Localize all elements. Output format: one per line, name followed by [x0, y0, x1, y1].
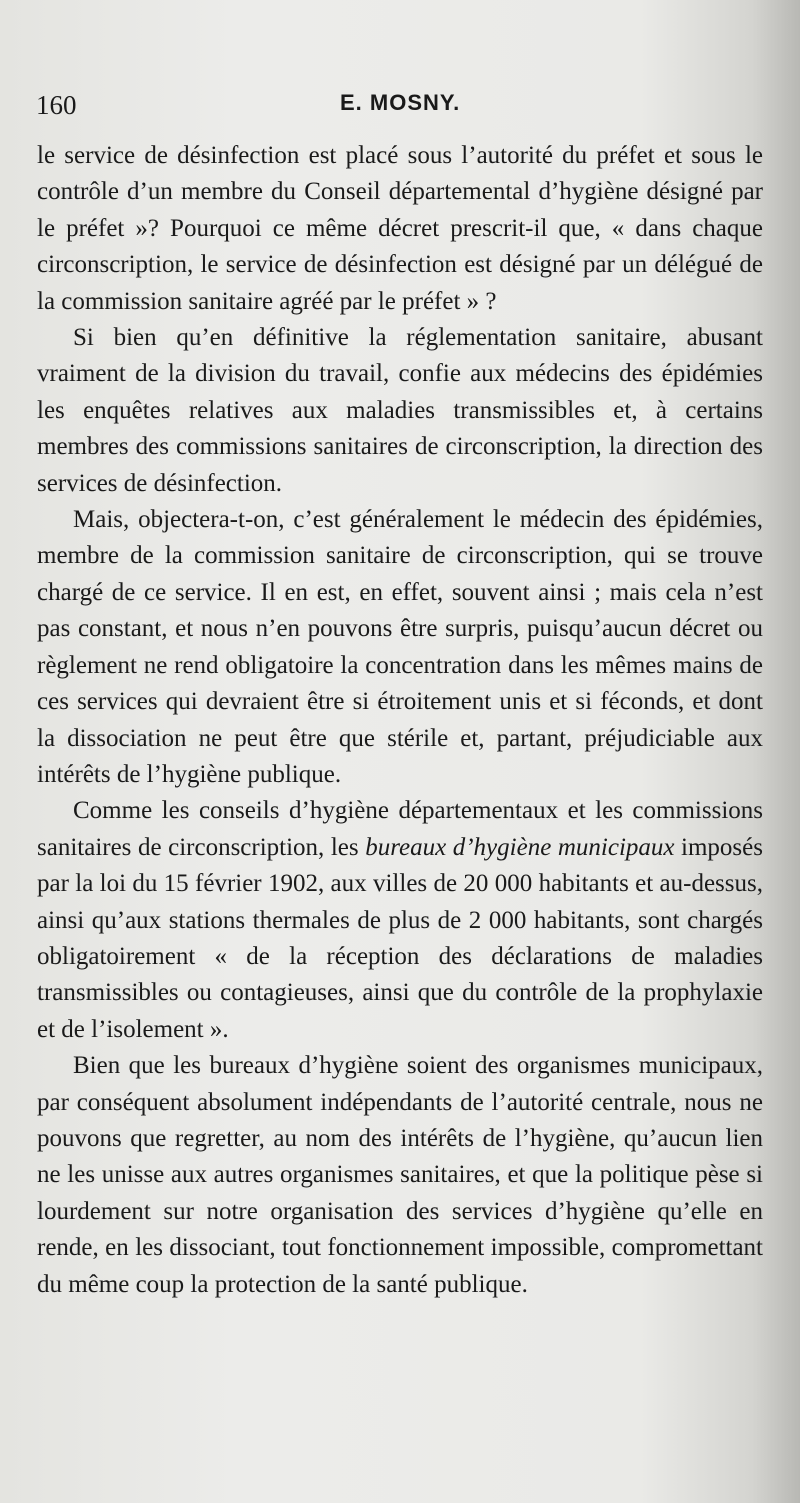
paragraph-4: [37, 793, 763, 1048]
paragraph-3: Mais, objectera-t-on, c’est généralement le médecin des épidémies, membre de la commission sanitaire de circonscription, qui se trouve chargé de ce service. Il en est, en effet, souvent ainsi ; mais cela n’est pas constant, et nous n’en pouvons être surpris, puisqu’aucun décret ou règlement ne rend obligatoire la concentration dans les mêmes mains de ces services qui devraient être si étroitement unis et si féconds, et dont la dissociation ne peut être que stérile et, partant, préjudiciable aux intérêts de l’hygiène publique.: [37, 506, 763, 788]
body-text: [37, 138, 763, 1303]
page-number: 160: [36, 90, 77, 120]
paragraph-1: le service de désinfection est placé sous l’autorité du préfet et sous le contrôle d’un membre du Conseil départemental d’hygiène désigné par le préfet »? Pourquoi ce même décret prescrit-il que, « dans chaque circonscription, le service de désinfection est désigné par un délégué de la commission sanitaire agréé par le préfet » ?: [37, 142, 763, 315]
page-header: [36, 86, 776, 126]
running-head: E. MOSNY.: [340, 90, 461, 115]
paragraph-2: Si bien qu’en définitive la réglementation sanitaire, abusant vraiment de la division du travail, confie aux médecins des épidémies les enquêtes relatives aux maladies transmissibles et, à certains membres des commissions sanitaires de circonscription, la direction des services de désinfection.: [37, 324, 763, 497]
paragraph-5: Bien que les bureaux d’hygiène soient des organismes municipaux, par conséquent absolument indépendants de l’autorité centrale, nous ne pouvons que regretter, au nom des intérêts de l’hygiène, qu’aucun lien ne les unisse aux autres organismes sanitaires, et que la politique pèse si lourdement sur notre organisation des services d’hygiène qu’elle en rende, en les dissociant, tout fonctionnement impossible, compromettant du même coup la protection de la santé publique.: [37, 1052, 763, 1298]
paragraph-4-text-start: Comme les conseils d’hygiène départementaux et les commissions sanitaires de circonscription, les: [37, 797, 763, 861]
italic-term-bureaux-hygiene: bureaux d’hygiène municipaux: [365, 833, 675, 861]
paragraph-4-text-end: imposés par la loi du 15 février 1902, aux villes de 20 000 habitants et au-dessus, ainsi qu’aux stations thermales de plus de 2 000 habitants, sont chargés obligatoirement « de la réception des déclarations de maladies transmissibles ou contagieuses, ainsi que du contrôle de la prophylaxie et de l’isolement ».: [37, 833, 763, 1043]
